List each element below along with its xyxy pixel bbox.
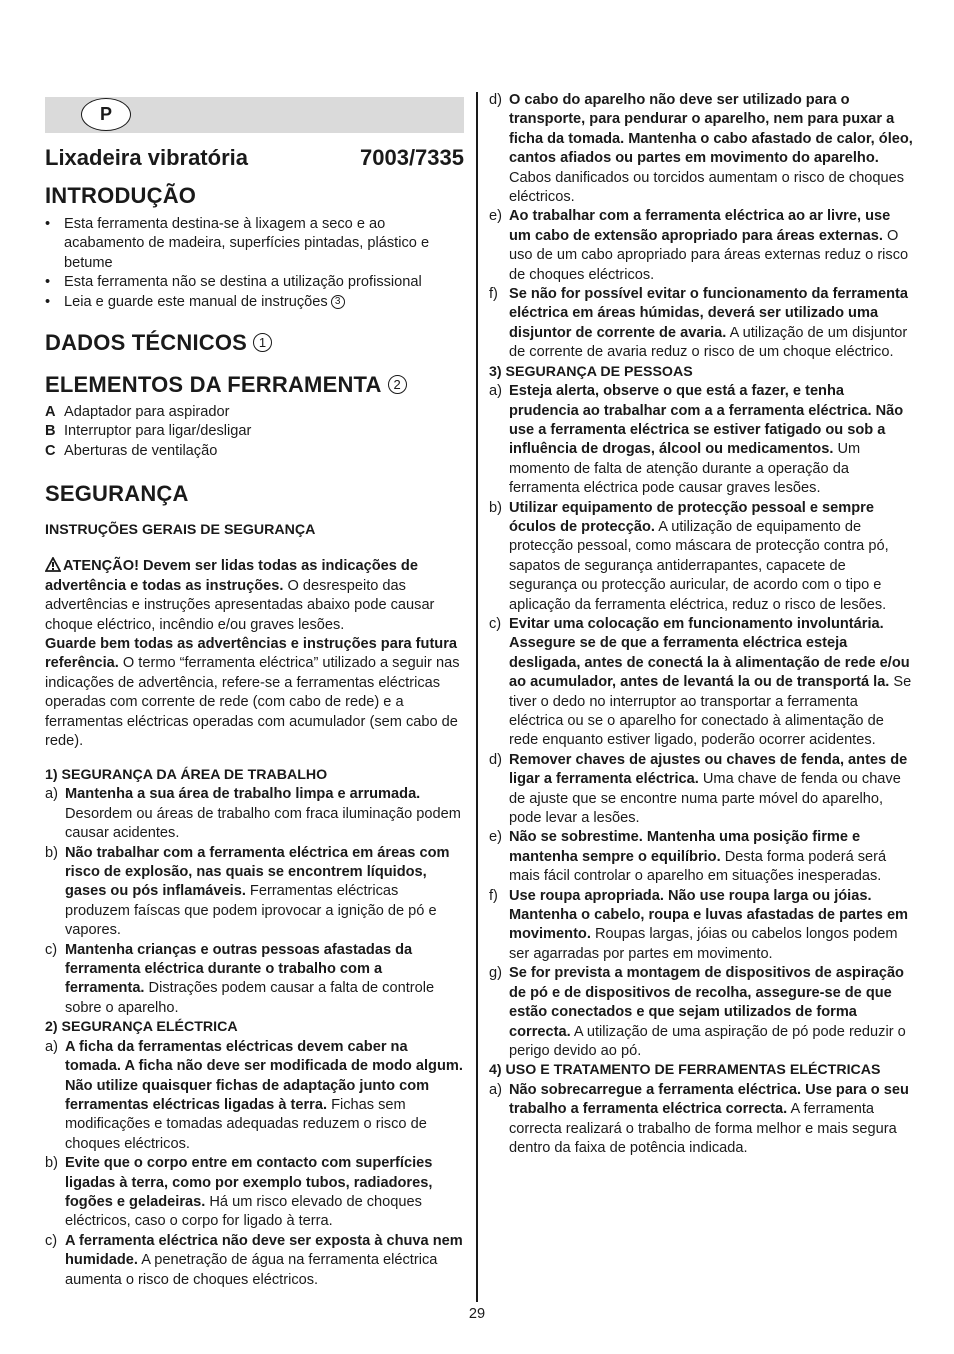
safety-heading: SEGURANÇA (45, 481, 189, 506)
right-column (489, 91, 913, 1158)
intro-bullets (45, 215, 465, 312)
list-item: f) Se não for possível evitar o funcionamento da ferramenta eléctrica em áreas húmidas, deverá ser utilizado uma disjuntor de corrente de avaria. A utilização de um disjuntor de corrente de avaria reduz o risco de um choque eléctrico. (489, 286, 908, 361)
warning-icon (45, 557, 61, 572)
list-item: • Esta ferramenta não se destina a utilização profissional (45, 274, 422, 291)
section-heading: 4) USO E TRATAMENTO DE FERRAMENTAS ELÉCTRICAS (489, 1062, 881, 1079)
list-item: b) Evite que o corpo entre em contacto com superfícies ligadas à terra, como por exemplo tubos, radiadores, fogões e geladeiras. Há um risco elevado de choques eléctricos, caso o corpo for ligado à terra. (45, 1155, 433, 1230)
product-title (45, 145, 464, 171)
list-item: a) Não sobrecarregue a ferramenta eléctrica. Use para o seu trabalho a ferramenta eléctrica correcta. A ferramenta correcta realizará o trabalho de forma melhor e mais segura dentro da faixa de potência indicada. (489, 1081, 909, 1156)
list-item: C Aberturas de ventilação (45, 442, 218, 459)
figure-ref-3: 3 (331, 295, 345, 309)
list-item: g) Se for prevista a montagem de dispositivos de aspiração de pó e de dispositivos de recolha, assegure-se de que estão conectados e que sejam utilizados de forma correcta. A utilização de uma aspiração de pó pode reduzir o perigo devido ao pó. (489, 965, 906, 1059)
section-heading: 1) SEGURANÇA DA ÁREA DE TRABALHO (45, 767, 328, 783)
warning-paragraph: ATENÇÃO! Devem ser lidas todas as indicações de advertência e todas as instruções. O desrespeito das advertências e instruções apresentadas abaixo pode causar choque eléctrico, incêndio e/ou graves lesões. (45, 558, 435, 633)
list-item: a) Mantenha a sua área de trabalho limpa e arrumada. Desordem ou áreas de trabalho com fraca iluminação podem causar acidentes. (45, 786, 461, 842)
product-name: Lixadeira vibratória (45, 145, 248, 170)
intro-heading: INTRODUÇÃO (45, 183, 197, 208)
list-item: • Leia e guarde este manual de instruções 3 (45, 293, 465, 312)
language-bar (45, 97, 464, 133)
list-item: e) Ao trabalhar com a ferramenta eléctrica ao ar livre, use um cabo de extensão apropriado para áreas externas. O uso de um cabo apropriado para áreas externas reduz o risco de choques eléctricos. (489, 208, 909, 283)
list-item: B Interruptor para ligar/desligar (45, 423, 252, 440)
general-safety-heading: INSTRUÇÕES GERAIS DE SEGURANÇA (45, 522, 316, 538)
tech-heading: DADOS TÉCNICOS 1 (45, 330, 272, 356)
safety-general (45, 521, 465, 751)
section-heading: 3) SEGURANÇA DE PESSOAS (489, 363, 693, 380)
list-item: c) A ferramenta eléctrica não deve ser exposta à chuva nem humidade. A penetração de água na ferramenta eléctrica aumenta o risco de choques eléctricos. (45, 1232, 463, 1288)
list-item: b) Não trabalhar com a ferramenta eléctrica em áreas com risco de explosão, nas quais se encontrem líquidos, gases ou pós inflamáveis. Ferramentas eléctricas produzem faíscas que podem iprovocar a ignição de pó e vapores. (45, 844, 450, 939)
column-divider (476, 92, 478, 1302)
elements-heading: ELEMENTOS DA FERRAMENTA 2 (45, 372, 407, 398)
section-heading: 2) SEGURANÇA ELÉCTRICA (45, 1019, 238, 1036)
list-item: • Esta ferramenta destina-se à lixagem a seco e ao acabamento de madeira, superfícies pintadas, plástico e betume (45, 216, 430, 271)
list-item: e) Não se sobrestime. Mantenha uma posição firme e mantenha sempre o equilíbrio. Desta forma poderá será mais fácil controlar o aparelho em situações inesperadas. (489, 829, 887, 885)
keep-paragraph: Guarde bem todas as advertências e instruções para futura referência. O termo “ferramenta eléctrica” utilizado a seguir nas indicações de advertência, refere-se a ferramentas eléctricas operadas com corrente de rede (com cabo de rede) e a ferramentas eléctricas operadas com acumulador (sem cabo de rede). (45, 636, 460, 750)
list-item: c) Evitar uma colocação em funcionamento involuntária. Assegure se de que a ferramenta eléctrica esteja desligada, antes de conectá la à alimentação de rede e/ou ao acumulador, antes de levantá la ou de transportá la. Se tiver o dedo no interruptor ao transportar a ferramenta eléctrica ou se o aparelho for conectado à alimentação de rede enquanto estiver ligado, poderão ocorrer acidentes. (489, 615, 912, 749)
figure-ref-1: 1 (253, 333, 272, 352)
list-item: a) Esteja alerta, observe o que está a fazer, e tenha prudencia ao trabalhar com a a ferramenta eléctrica. Não use a ferramenta eléctrica se estiver fatigado ou sob a influência de drogas, álcool ou medicamentos. Um momento de falta de atenção durante a operação da ferramenta eléctrica pode causar graves lesões. (489, 383, 904, 497)
section-work-area (45, 766, 465, 1290)
figure-ref-2: 2 (388, 375, 407, 394)
list-item: A Adaptador para aspirador (45, 404, 230, 420)
parts-list (45, 403, 465, 461)
list-item: a) A ficha da ferramentas eléctricas devem caber na tomada. A ficha não deve ser modificada de modo algum. Não utilize quaisquer fichas de adaptação junto com ferramentas eléctricas ligadas à terra. Fichas sem modificações e tomadas adequadas reduzem o risco de choques eléctricos. (45, 1038, 463, 1152)
list-item: d) O cabo do aparelho não deve ser utilizado para o transporte, para pendurar o aparelho, nem para puxar a ficha da tomada. Mantenha o cabo afastado de calor, óleo, cantos afiados ou partes em movimento do aparelho. Cabos danificados ou torcidos aumentam o risco de choques eléctricos. (489, 92, 913, 206)
list-item: b) Utilizar equipamento de protecção pessoal e sempre óculos de protecção. A utilização de equipamento de protecção pessoal, como máscara de protecção contra pó, sapatos de segurança antiderrapantes, capacete de segurança ou protecção auricular, de acordo com o tipo e aplicação da ferramenta eléctrica, reduz o risco de lesões. (489, 499, 889, 613)
language-badge: P (81, 98, 131, 131)
list-item: d) Remover chaves de ajustes ou chaves de fenda, antes de ligar a ferramenta eléctrica. Uma chave de fenda ou chave de ajuste que se encontre numa parte móvel do aparelho, pode levar a lesões. (489, 751, 908, 827)
list-item: f) Use roupa apropriada. Não use roupa larga ou jóias. Mantenha o cabelo, roupa e luvas afastadas de partes em movimento. Roupas largas, jóias ou cabelos longos podem ser agarradas por partes em movimento. (489, 887, 909, 962)
list-item: c) Mantenha crianças e outras pessoas afastadas da ferramenta eléctrica durante o trabalho com a ferramenta. Distrações podem causar a falta de controle sobre o aparelho. (45, 941, 435, 1016)
product-model: 7003/7335 (360, 145, 464, 170)
page-number: 29 (468, 1306, 486, 1322)
